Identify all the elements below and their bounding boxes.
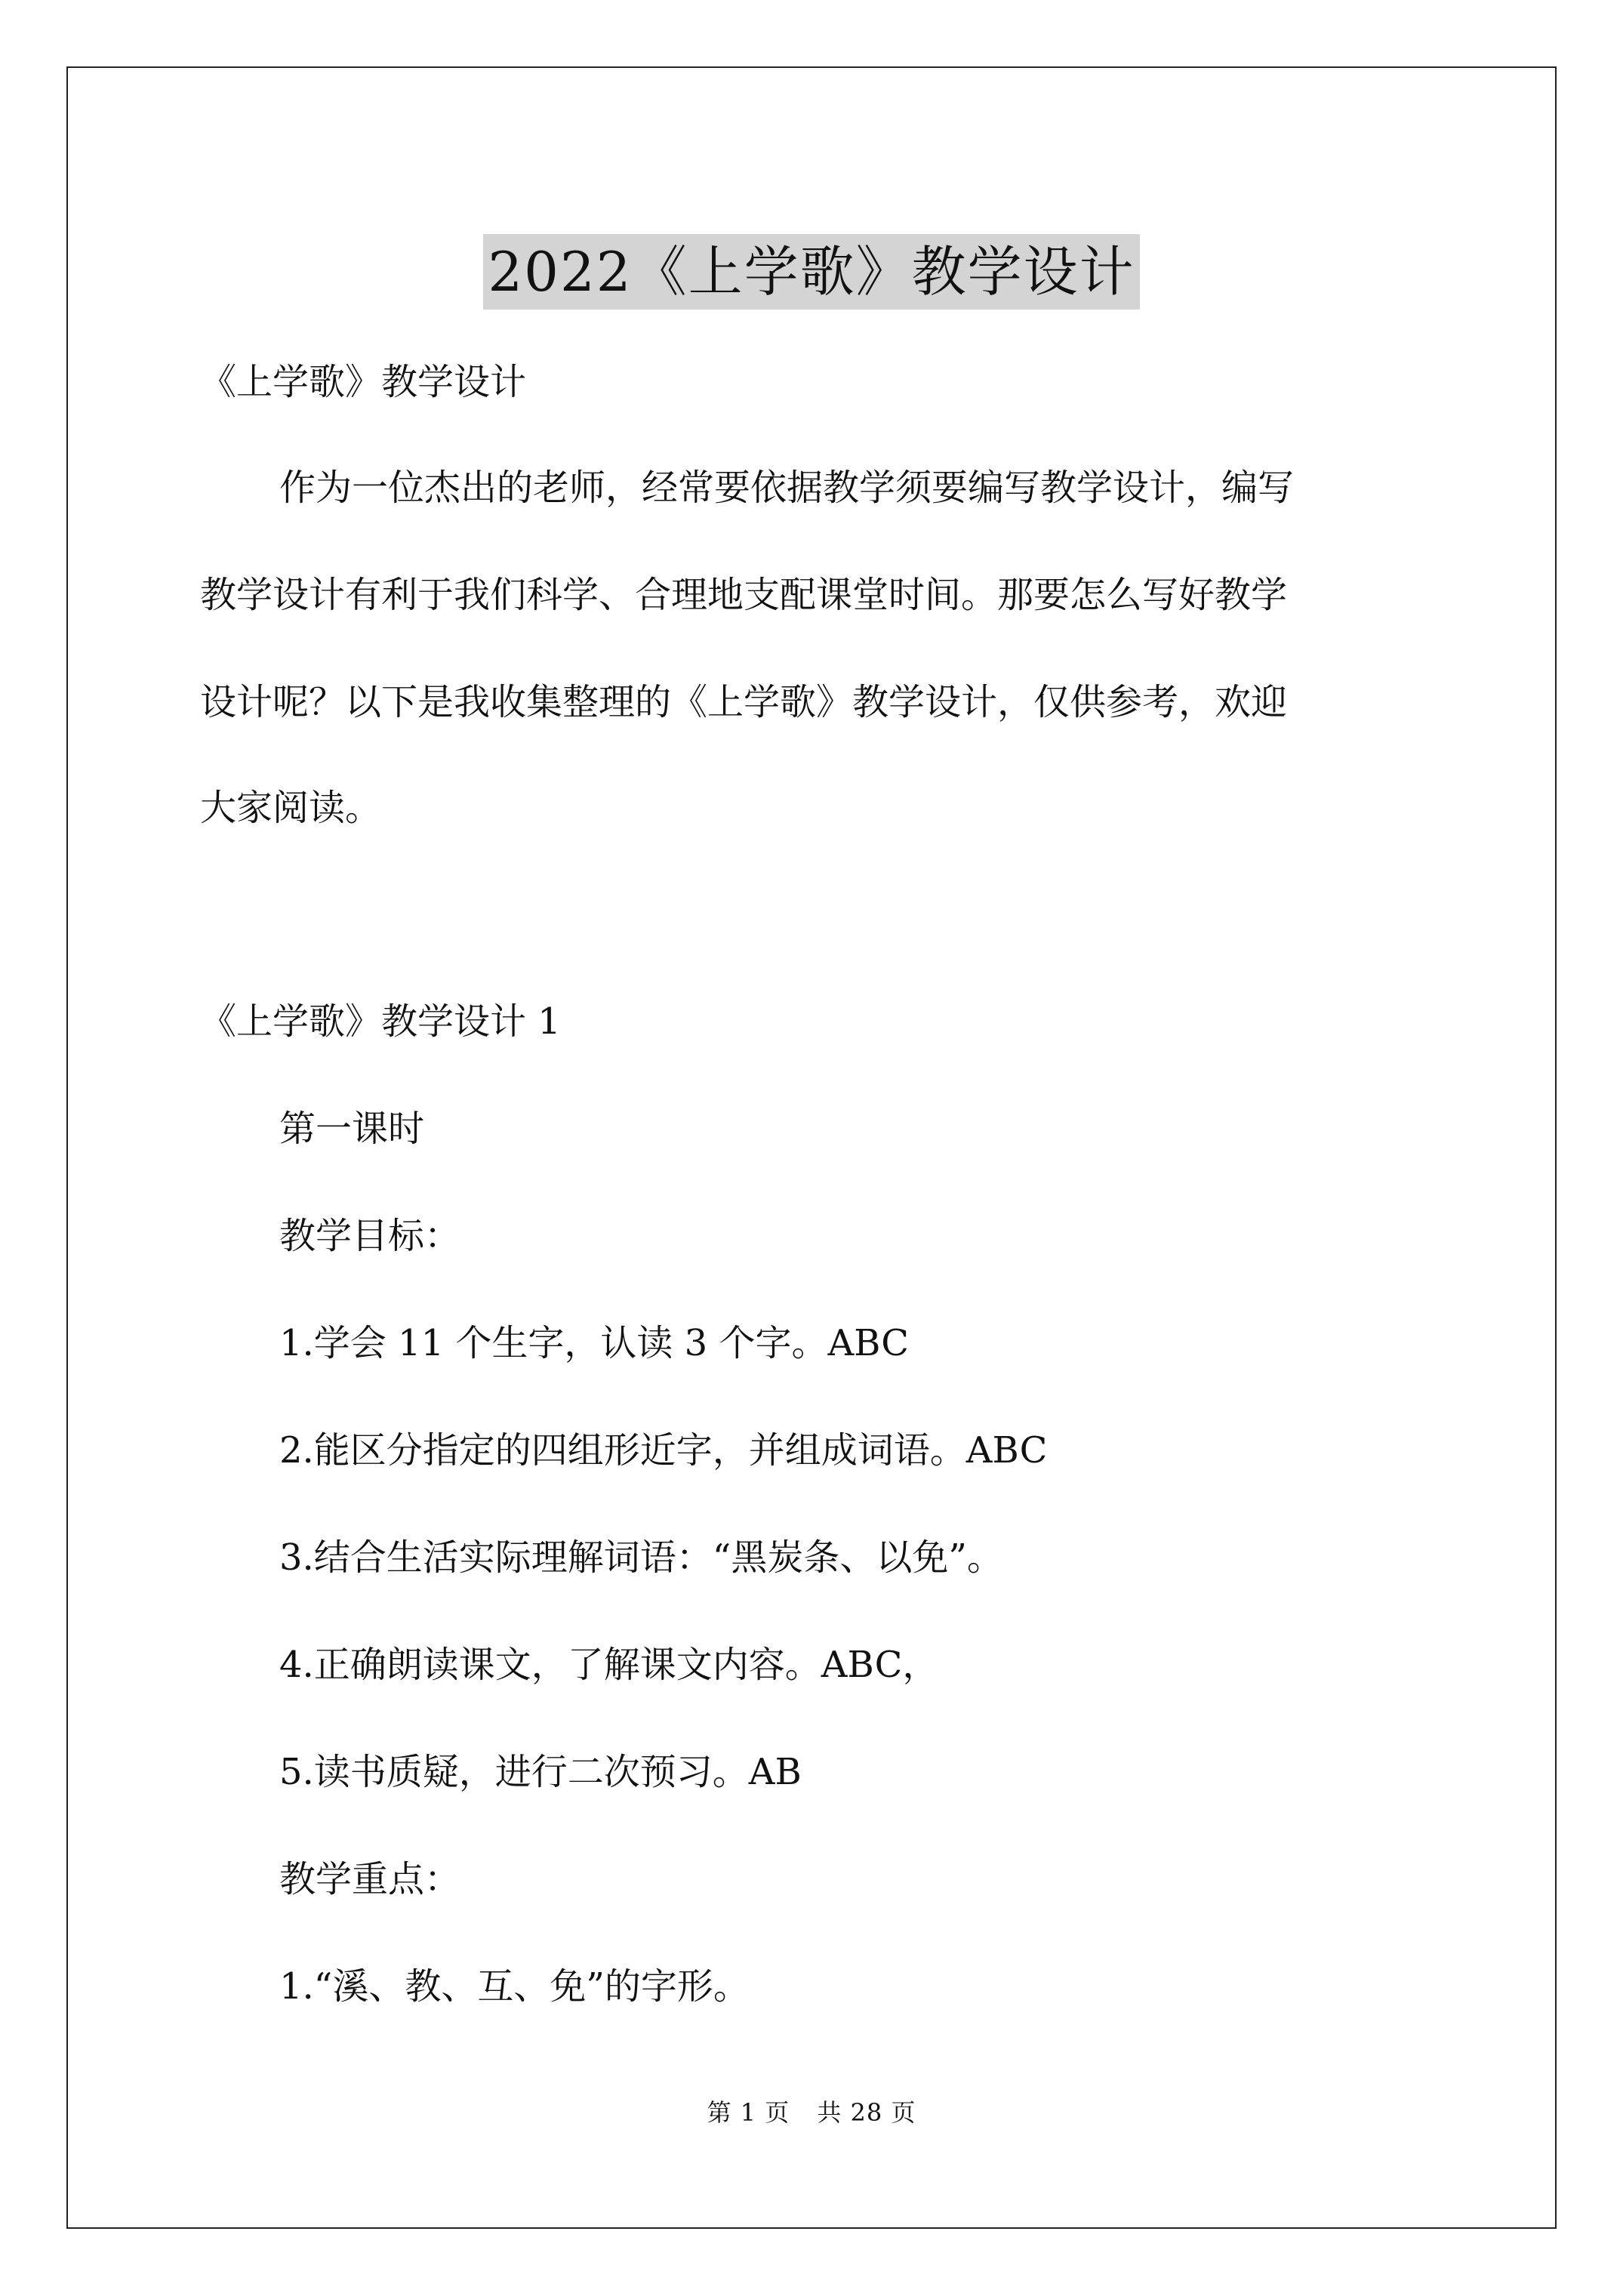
page-total: 共 28 页 (817, 2098, 916, 2127)
section-heading: 《上学歌》教学设计 1 (200, 1000, 561, 1043)
page-footer (0, 2097, 1623, 2128)
objective-item: 4.正确朗读课文，了解课文内容。ABC， (279, 1644, 939, 1686)
keypoints-heading: 教学重点： (279, 1858, 461, 1900)
objective-item: 2.能区分指定的四组形近字，并组成词语。ABC (279, 1429, 1048, 1472)
objective-item: 5.读书质疑，进行二次预习。AB (279, 1751, 802, 1793)
objectives-heading: 教学目标： (279, 1215, 461, 1257)
intro-line: 教学设计有利于我们科学、合理地支配课堂时间。那要怎么写好教学 (200, 574, 1288, 616)
intro-line: 设计呢？以下是我收集整理的《上学歌》教学设计，仅供参考，欢迎 (200, 681, 1288, 723)
keypoint-item: 1.“溪、教、互、免”的字形。 (279, 1965, 750, 2008)
page-number: 第 1 页 (707, 2098, 790, 2127)
lesson-label: 第一课时 (279, 1108, 425, 1150)
intro-line: 作为一位杰出的老师，经常要依据教学须要编写教学设计，编写 (279, 467, 1295, 509)
objective-item: 1.学会 11 个生字，认读 3 个字。ABC (279, 1322, 910, 1364)
document-title: 2022《上学歌》教学设计 (483, 234, 1139, 310)
objective-item: 3.结合生活实际理解词语：“黑炭条、以免”。 (279, 1536, 1003, 1579)
intro-line: 大家阅读。 (200, 787, 382, 829)
subheading: 《上学歌》教学设计 (200, 361, 527, 403)
title-container (0, 198, 1623, 346)
